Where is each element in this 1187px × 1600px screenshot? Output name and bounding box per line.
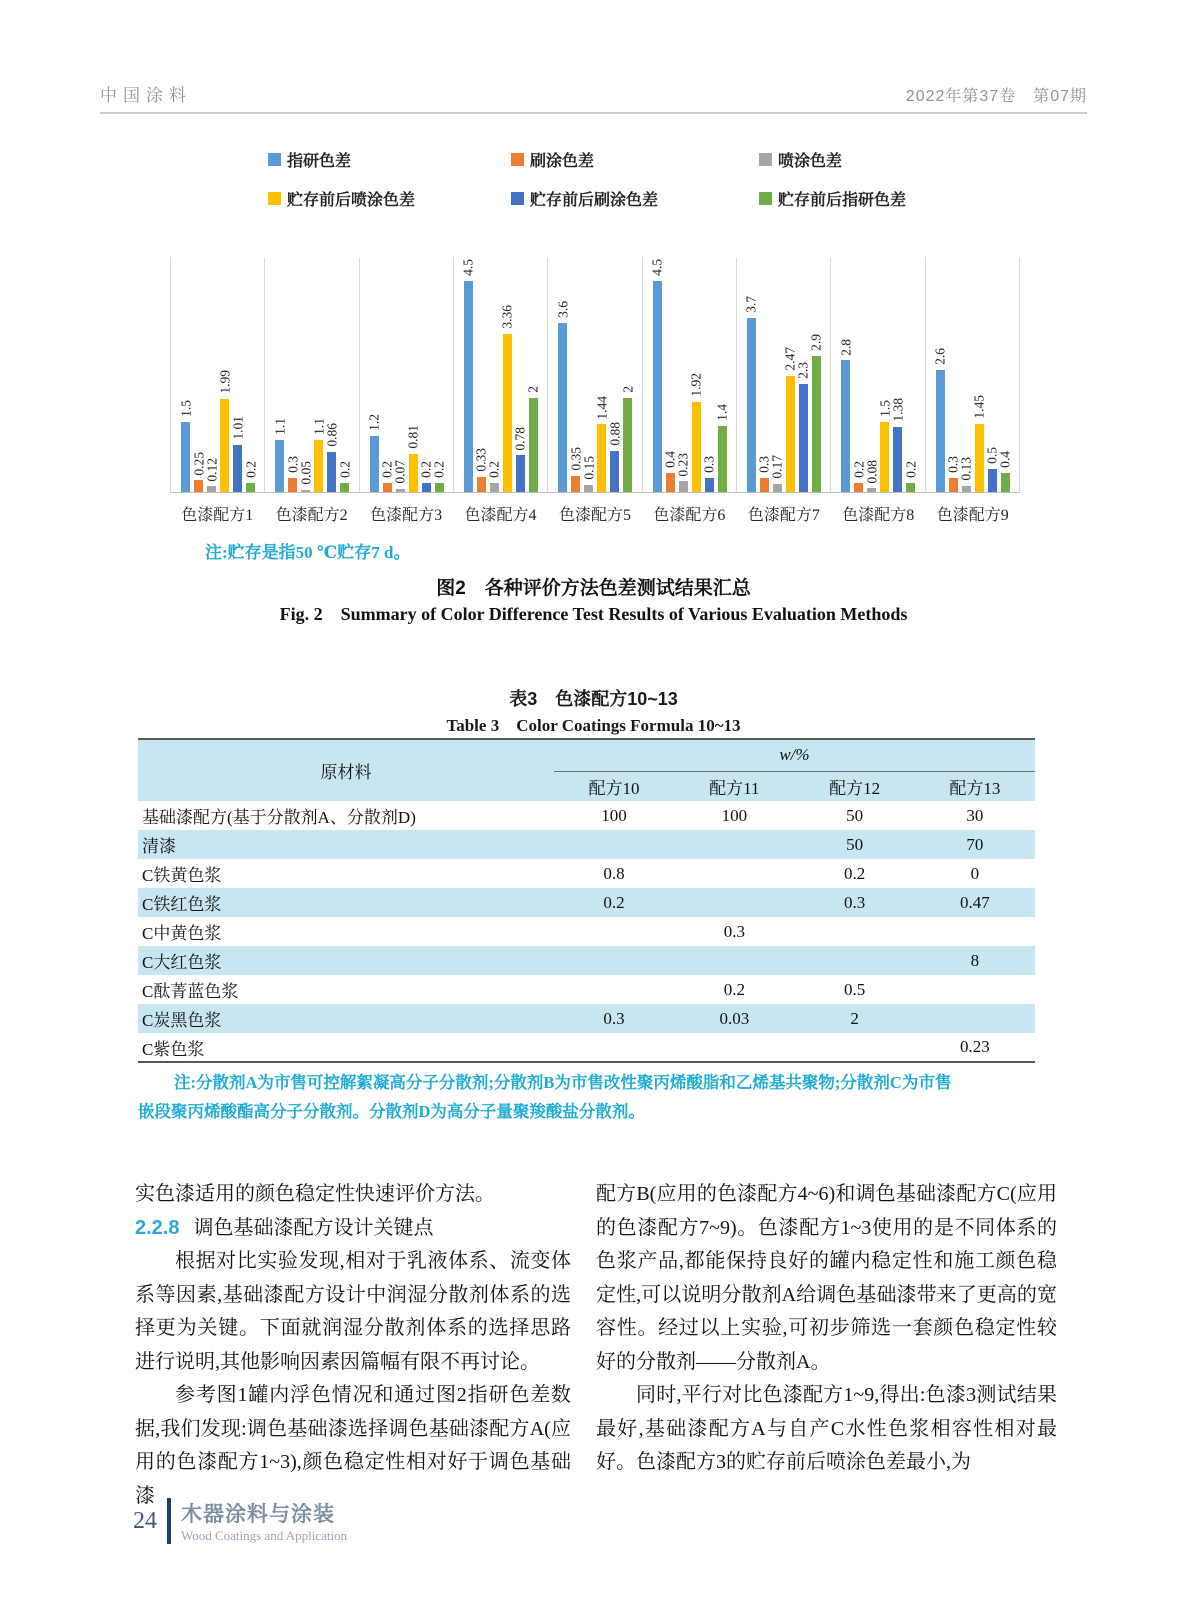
bar-value-label: 0.3 — [701, 456, 717, 473]
bar-value-label: 1.1 — [272, 418, 288, 436]
bar-slot — [337, 258, 353, 492]
legend-swatch-icon — [759, 192, 772, 205]
bar-value-label: 0.3 — [285, 456, 301, 473]
category-label: 色漆配方9 — [936, 507, 1009, 524]
formula-value: 0.47 — [959, 892, 990, 912]
raw-material-name: 基础漆配方(基于分散剂A、分散剂D) — [142, 808, 416, 827]
bar-group — [547, 258, 641, 492]
bar-value-label: 3.36 — [499, 305, 515, 330]
section-number: 2.2.8 — [135, 1216, 180, 1239]
bar-slot — [864, 258, 880, 492]
bar — [773, 484, 782, 492]
page-number: 24 — [133, 1507, 157, 1534]
body-text — [135, 1178, 1057, 1513]
formula-value — [674, 859, 794, 888]
bar-slot — [324, 258, 340, 492]
formula-value: 100 — [601, 805, 627, 825]
bar-value-label: 0.5 — [984, 446, 1000, 464]
bar — [597, 424, 606, 492]
bar-value-label: 0.2 — [851, 460, 867, 478]
bar-value-label: 0.2 — [337, 460, 353, 478]
bar — [584, 485, 593, 492]
bar — [653, 281, 662, 493]
bar-value-label: 0.2 — [431, 460, 447, 478]
bar-value-label: 0.23 — [675, 452, 691, 477]
legend-swatch-icon — [268, 192, 281, 205]
bar-slot — [877, 258, 893, 492]
bar-value-label: 0.78 — [512, 426, 528, 451]
bar-slot — [808, 258, 824, 492]
bar-group — [830, 258, 924, 492]
bar — [327, 452, 336, 492]
bar-value-label: 2.3 — [795, 362, 811, 379]
bar — [246, 483, 255, 492]
journal-issue: 2022年第37卷 第07期 — [905, 88, 1087, 105]
bar-value-label: 0.08 — [864, 459, 880, 484]
bar — [962, 486, 971, 492]
bar — [370, 436, 379, 492]
footer-titles — [181, 1498, 347, 1544]
footer-divider-bar — [167, 1498, 171, 1544]
bar — [975, 424, 984, 492]
formula-value — [794, 1033, 914, 1062]
table-row — [138, 917, 1035, 946]
bar-group — [453, 258, 547, 492]
bar-value-label: 2 — [620, 386, 636, 393]
bar — [516, 455, 525, 492]
raw-material-name: C铁红色浆 — [142, 895, 222, 914]
bar — [558, 323, 567, 492]
formula-value — [674, 946, 794, 975]
bar — [301, 490, 310, 492]
bar — [812, 356, 821, 492]
body-column-right — [596, 1178, 1057, 1513]
bar-slot — [311, 258, 327, 492]
formula-value: 0.3 — [843, 892, 866, 912]
bar-value-label: 0.3 — [945, 456, 961, 473]
table-note-line1: 注:分散剂A为市售可控解絮凝高分子分散剂;分散剂B为市售改性聚丙烯酸脂和乙烯基共聚物;分散剂C为市售 — [174, 1073, 952, 1092]
bar-slot — [945, 258, 961, 492]
bar-value-label: 0.2 — [903, 460, 919, 478]
formula-value: 0.3 — [723, 921, 745, 941]
journal-name: 中国涂料 — [100, 86, 192, 105]
formula-value — [915, 917, 1035, 946]
bar-slot — [486, 258, 502, 492]
legend-label: 贮存前后喷涂色差 — [287, 192, 416, 209]
body-column-left — [135, 1178, 571, 1513]
bar — [936, 370, 945, 492]
raw-material-name: 清漆 — [142, 837, 176, 856]
raw-material-name: C中黄色浆 — [142, 924, 222, 943]
bar — [906, 483, 915, 492]
bar-value-label: 1.45 — [971, 395, 987, 419]
legend-swatch-icon — [759, 153, 772, 166]
bar-slot — [769, 258, 785, 492]
paragraph: 同时,平行对比色漆配方1~9,得出:色漆3测试结果最好,基础漆配方A与自产C水性色浆相容性相对最好。色漆配方3的贮存前后喷涂色差最小,为 — [596, 1384, 1057, 1473]
bar-slot — [216, 258, 232, 492]
bar — [679, 481, 688, 492]
bar-slot — [379, 258, 395, 492]
bar-slot — [285, 258, 301, 492]
bar-slot — [229, 258, 245, 492]
bar-value-label: 0.2 — [486, 460, 502, 478]
category-label: 色漆配方1 — [181, 507, 254, 524]
bar-slot — [555, 258, 571, 492]
paragraph: 配方B(应用的色漆配方4~6)和调色基础漆配方C(应用的色漆配方7~9)。色漆配方1~3使用的是不同体系的色浆产品,都能保持良好的罐内稳定性和施工颜色稳定性,可以说明分散剂A给调色基础漆带来了更高的宽容性。经过以上实验,可初步筛选一套颜色稳定性较好的分散剂——分散剂A。 — [596, 1183, 1057, 1373]
bar-slot — [971, 258, 987, 492]
table-row — [138, 888, 1035, 917]
table-row — [138, 946, 1035, 975]
bar — [880, 422, 889, 493]
bar-value-label: 0.86 — [324, 422, 340, 447]
formula-value — [554, 917, 674, 946]
formula-value — [794, 946, 914, 975]
bar-value-label: 2.9 — [808, 333, 824, 351]
category-label: 色漆配方4 — [464, 507, 537, 524]
formula-table — [138, 738, 1035, 1063]
legend-swatch-icon — [511, 153, 524, 166]
formula-value — [674, 830, 794, 859]
bar — [893, 427, 902, 492]
bar-value-label: 1.4 — [714, 404, 730, 422]
bar-slot — [473, 258, 489, 492]
raw-material-name: C炭黑色浆 — [142, 1011, 222, 1030]
bar — [705, 478, 714, 492]
header-formula-10: 配方10 — [588, 778, 640, 798]
bar-group — [925, 258, 1019, 492]
bar — [422, 483, 431, 492]
bar-slot — [525, 258, 541, 492]
raw-material-name: C大红色浆 — [142, 953, 222, 972]
legend-label: 贮存前后指研色差 — [778, 192, 907, 209]
header-formula-13: 配方13 — [949, 778, 1001, 798]
legend-item — [511, 187, 759, 210]
formula-value: 2 — [850, 1008, 859, 1028]
bar-slot — [958, 258, 974, 492]
bar-slot — [177, 258, 193, 492]
page-header — [100, 80, 1087, 114]
formula-value: 0 — [970, 863, 980, 883]
bar — [194, 480, 203, 492]
bar-value-label: 1.99 — [216, 369, 232, 394]
bar-value-label: 1.5 — [877, 399, 893, 417]
chart-x-labels — [170, 502, 1020, 525]
bar — [181, 422, 190, 493]
legend-item — [759, 187, 948, 210]
table-note — [138, 1068, 1038, 1126]
bar — [571, 476, 580, 492]
formula-value: 0.03 — [719, 1008, 750, 1028]
bar-slot — [743, 258, 759, 492]
legend-label: 喷涂色差 — [778, 153, 843, 170]
formula-value — [915, 1004, 1035, 1033]
bar-group — [359, 258, 453, 492]
bar-slot — [984, 258, 1000, 492]
bar-value-label: 1.01 — [229, 415, 245, 440]
category-label: 色漆配方3 — [370, 507, 443, 524]
bar-value-label: 1.38 — [890, 398, 906, 423]
bar — [233, 445, 242, 493]
bar-group — [642, 258, 736, 492]
bar-value-label: 2.47 — [782, 347, 798, 371]
bar-slot — [594, 258, 610, 492]
formula-value: 0.2 — [723, 979, 745, 999]
bar — [841, 360, 850, 492]
bar-slot — [203, 258, 219, 492]
chart-plot — [170, 258, 1020, 493]
bar-value-label: 0.88 — [607, 421, 623, 446]
bar — [490, 483, 499, 492]
formula-value: 70 — [966, 834, 984, 854]
bar-slot — [903, 258, 919, 492]
bar — [623, 398, 632, 492]
table-row — [138, 975, 1035, 1004]
paragraph: 根据对比实验发现,相对于乳液体系、流变体系等因素,基础漆配方设计中润湿分散剂体系的选择更为关键。下面就润湿分散剂体系的选择思路进行说明,其他影响因素因篇幅有限不再讨论。 — [135, 1250, 571, 1373]
bar-slot — [499, 258, 515, 492]
bar-slot — [242, 258, 258, 492]
bar-value-label: 0.13 — [958, 457, 974, 481]
bar — [867, 488, 876, 492]
bar-value-label: 0.81 — [405, 425, 421, 449]
table-title-cn: 表3 色漆配方10~13 — [509, 689, 678, 709]
bar — [220, 399, 229, 493]
bar — [464, 281, 473, 493]
bar-slot — [620, 258, 636, 492]
raw-material-name: C酞菁蓝色浆 — [142, 982, 239, 1001]
chart-legend — [268, 148, 948, 210]
bar-value-label: 3.6 — [555, 300, 571, 318]
footer-title-cn: 木器涂料与涂装 — [181, 1503, 335, 1526]
bar-slot — [512, 258, 528, 492]
bar — [988, 469, 997, 493]
bar-value-label: 1.2 — [366, 413, 382, 431]
bar-value-label: 2.6 — [932, 347, 948, 365]
page-footer — [133, 1498, 347, 1544]
bar-value-label: 0.05 — [298, 461, 314, 485]
legend-label: 刷涂色差 — [530, 153, 595, 170]
bar-value-label: 0.4 — [997, 451, 1013, 469]
bar — [288, 478, 297, 492]
section-title: 调色基础漆配方设计关键点 — [193, 1216, 434, 1239]
legend-swatch-icon — [511, 192, 524, 205]
bar-value-label: 0.2 — [418, 460, 434, 478]
bar-slot — [890, 258, 906, 492]
table-row — [138, 1004, 1035, 1033]
bar — [1001, 473, 1010, 492]
legend-item — [759, 148, 948, 171]
bar-value-label: 0.4 — [662, 451, 678, 469]
legend-label: 贮存前后刷涂色差 — [530, 192, 659, 209]
formula-value: 0.2 — [843, 863, 866, 883]
bar-slot — [851, 258, 867, 492]
bar-slot — [714, 258, 730, 492]
bar-slot — [272, 258, 288, 492]
bar-value-label: 0.17 — [769, 455, 785, 479]
formula-value — [554, 1033, 674, 1062]
figure-caption-en: Fig. 2 Summary of Color Difference Test Results of Various Evaluation Methods — [279, 604, 908, 624]
bar-slot — [568, 258, 584, 492]
bar — [760, 478, 769, 492]
bar-group — [264, 258, 358, 492]
bar — [529, 398, 538, 492]
bar-value-label: 2 — [525, 386, 541, 393]
bar-slot — [366, 258, 382, 492]
category-label: 色漆配方2 — [275, 507, 348, 524]
table-row — [138, 830, 1035, 859]
chart-storage-note: 注:贮存是指50 ℃贮存7 d。 — [205, 543, 411, 562]
legend-item — [511, 148, 759, 171]
table-title-en: Table 3 Color Coatings Formula 10~13 — [446, 716, 741, 735]
bar-value-label: 2.8 — [838, 338, 854, 356]
bar-value-label: 0.25 — [190, 451, 206, 476]
raw-material-name: C紫色浆 — [142, 1039, 205, 1059]
bar — [275, 440, 284, 492]
legend-label: 指研色差 — [287, 153, 352, 170]
formula-value: 100 — [721, 805, 748, 825]
bar — [799, 384, 808, 492]
bar-slot — [688, 258, 704, 492]
bar-value-label: 0.33 — [473, 447, 489, 472]
bar — [409, 454, 418, 492]
formula-value: 0.5 — [843, 979, 866, 999]
formula-value — [674, 1033, 794, 1062]
bar-value-label: 0.2 — [242, 460, 258, 478]
formula-value: 0.23 — [959, 1037, 990, 1056]
bar-slot — [418, 258, 434, 492]
figure-caption-cn: 图2 各种评价方法色差测试结果汇总 — [436, 578, 751, 599]
bar-slot — [607, 258, 623, 492]
formula-value — [554, 830, 674, 859]
category-label: 色漆配方8 — [842, 507, 915, 524]
bar-value-label: 0.15 — [581, 456, 597, 480]
bar-group — [170, 258, 264, 492]
bar-value-label: 1.1 — [311, 418, 327, 436]
section-heading — [135, 1212, 571, 1246]
bar-slot — [932, 258, 948, 492]
bar-slot — [431, 258, 447, 492]
formula-value — [794, 917, 914, 946]
bar — [383, 483, 392, 492]
bar-group — [736, 258, 830, 492]
category-label: 色漆配方6 — [653, 507, 726, 524]
bar — [786, 376, 795, 492]
bar-slot — [405, 258, 421, 492]
bar-slot — [756, 258, 772, 492]
bar-value-label: 4.5 — [649, 258, 665, 276]
bar-value-label: 1.44 — [594, 395, 610, 420]
raw-material-name: C铁黄色浆 — [142, 866, 222, 885]
bar-slot — [460, 258, 476, 492]
bar-slot — [649, 258, 665, 492]
legend-swatch-icon — [268, 153, 281, 166]
bar-value-label: 0.2 — [379, 460, 395, 478]
bar — [610, 451, 619, 492]
legend-item — [268, 148, 511, 171]
bar-value-label: 0.12 — [203, 457, 219, 482]
bar-value-label: 1.92 — [688, 373, 704, 397]
bar — [435, 483, 444, 492]
formula-value — [554, 975, 674, 1004]
bar — [314, 440, 323, 492]
formula-value — [674, 888, 794, 917]
bar — [747, 318, 756, 492]
formula-value — [915, 975, 1035, 1004]
formula-value: 0.3 — [603, 1008, 625, 1028]
header-formula-12: 配方12 — [829, 778, 881, 798]
bar-value-label: 0.35 — [568, 446, 584, 471]
bar-value-label: 1.5 — [177, 399, 193, 417]
table-body — [138, 801, 1035, 1062]
bar — [396, 489, 405, 492]
bar — [477, 477, 486, 493]
paragraph: 参考图1罐内浮色情况和通过图2指研色差数据,我们发现:调色基础漆选择调色基础漆配方A(应用的色漆配方1~3),颜色稳定性相对好于调色基础漆 — [135, 1384, 571, 1507]
table-row — [138, 859, 1035, 888]
formula-value: 0.2 — [603, 892, 625, 912]
bar-slot — [997, 258, 1013, 492]
bar-value-label: 0.07 — [392, 460, 408, 484]
bar-slot — [795, 258, 811, 492]
category-label: 色漆配方5 — [558, 507, 631, 524]
bar-slot — [782, 258, 798, 492]
bar — [666, 473, 675, 492]
bar — [854, 483, 863, 492]
table-row — [138, 1033, 1035, 1062]
bar-value-label: 4.5 — [460, 258, 476, 276]
bar-value-label: 0.3 — [756, 456, 772, 473]
table-row — [138, 801, 1035, 830]
bar — [949, 478, 958, 492]
formula-value: 50 — [846, 834, 864, 854]
bar-value-label: 3.7 — [743, 296, 759, 314]
bar — [340, 483, 349, 492]
footer-title-en: Wood Coatings and Application — [181, 1528, 348, 1543]
formula-value: 50 — [846, 805, 864, 825]
bar-slot — [662, 258, 678, 492]
bar — [718, 426, 727, 492]
formula-value: 8 — [970, 950, 980, 970]
category-label: 色漆配方7 — [747, 507, 820, 524]
bar-slot — [190, 258, 206, 492]
bar-slot — [581, 258, 597, 492]
bar-slot — [838, 258, 854, 492]
bar — [207, 486, 216, 492]
header-formula-11: 配方11 — [709, 778, 760, 798]
bar-slot — [392, 258, 408, 492]
formula-value: 0.8 — [603, 863, 625, 883]
table-header — [138, 739, 1035, 801]
bar — [692, 402, 701, 492]
bar-slot — [701, 258, 717, 492]
header-raw-materials: 原材料 — [320, 763, 372, 782]
bar-slot — [298, 258, 314, 492]
formula-value: 30 — [966, 805, 984, 825]
paragraph: 实色漆适用的颜色稳定性快速评价方法。 — [135, 1183, 495, 1205]
bar — [503, 334, 512, 492]
legend-item — [268, 187, 511, 210]
table-note-line2: 嵌段聚丙烯酸酯高分子分散剂。分散剂D为高分子量聚羧酸盐分散剂。 — [138, 1102, 645, 1121]
header-weight-percent: w/% — [554, 739, 1035, 771]
formula-value — [554, 946, 674, 975]
bar-slot — [675, 258, 691, 492]
